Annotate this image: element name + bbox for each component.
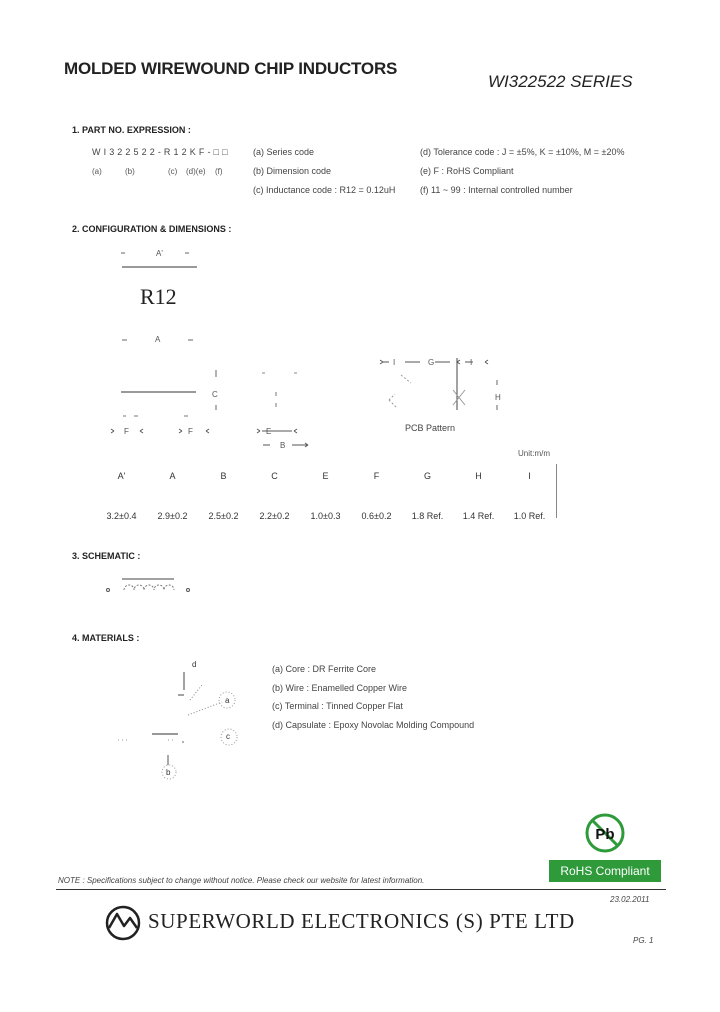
materials-cross-section <box>112 660 252 780</box>
code-label-b: (b) <box>125 167 135 176</box>
inductance-marking: R12 <box>140 284 177 309</box>
desc-series-code: (a) Series code <box>253 147 315 157</box>
dim-label-g: G <box>428 358 435 367</box>
dim-label-a: A <box>155 335 161 344</box>
part-no-code: W I 3 2 2 5 2 2 - R 1 2 K F - □ □ <box>92 147 228 157</box>
dim-value: 3.2±0.4 <box>106 511 137 521</box>
code-label-de: (d)(e) <box>186 167 206 176</box>
lead-symbol: Pb <box>595 826 615 843</box>
callout-a: a <box>225 696 230 705</box>
code-label-f: (f) <box>215 167 223 176</box>
dim-header: H <box>475 471 482 481</box>
callout-b: b <box>166 768 171 777</box>
dim-value: 1.0 Ref. <box>513 511 546 521</box>
dimension-table <box>96 466 555 526</box>
dim-value: 2.5±0.2 <box>208 511 239 521</box>
material-terminal: (c) Terminal : Tinned Copper Flat <box>272 701 403 711</box>
code-label-c: (c) <box>168 167 178 176</box>
side-view-drawing <box>110 330 330 450</box>
material-wire: (b) Wire : Enamelled Copper Wire <box>272 683 408 693</box>
page-number: PG. 1 <box>633 936 654 945</box>
dim-label-f1: F <box>124 427 129 436</box>
dim-header: A <box>169 471 176 481</box>
dim-header: A' <box>117 471 126 481</box>
series-name: WI322522 SERIES <box>488 72 633 91</box>
document-title: MOLDED WIREWOUND CHIP INDUCTORS <box>64 59 398 78</box>
table-right-border <box>556 464 557 518</box>
dim-header: G <box>423 471 431 481</box>
part-no-heading: 1. PART NO. EXPRESSION : <box>72 125 191 135</box>
schematic-heading: 3. SCHEMATIC : <box>72 551 141 561</box>
dim-value: 0.6±0.2 <box>361 511 392 521</box>
material-core: (a) Core : DR Ferrite Core <box>272 664 377 674</box>
material-capsulate: (d) Capsulate : Epoxy Novolac Molding Compound <box>272 720 475 730</box>
inductor-schematic <box>104 574 194 600</box>
dim-header: B <box>220 471 227 481</box>
dim-value: 1.8 Ref. <box>411 511 444 521</box>
dim-value: 2.2±0.2 <box>259 511 290 521</box>
desc-internal-number: (f) 11 ~ 99 : Internal controlled number <box>420 185 573 195</box>
dimension-table-header-row <box>96 466 555 486</box>
desc-dimension-code: (b) Dimension code <box>253 166 332 176</box>
desc-rohs-code: (e) F : RoHS Compliant <box>420 166 514 176</box>
dim-value: 1.0±0.3 <box>310 511 341 521</box>
dim-header: C <box>271 471 278 481</box>
config-heading: 2. CONFIGURATION & DIMENSIONS : <box>72 224 232 234</box>
footer-divider <box>56 889 666 890</box>
dim-header: I <box>528 471 531 481</box>
code-label-a: (a) <box>92 167 102 176</box>
dim-label-c: C <box>212 390 218 399</box>
dim-label-b: B <box>280 441 286 450</box>
dim-label-i2: I <box>470 358 473 367</box>
dim-label-h: H <box>495 393 501 402</box>
specification-note: NOTE : Specifications subject to change without notice. Please check our website for latest information. <box>58 876 425 885</box>
company-name: SUPERWORLD ELECTRONICS (S) PTE LTD <box>148 909 575 933</box>
dim-header: F <box>373 471 380 481</box>
rohs-compliant-badge: RoHS Compliant <box>549 860 661 882</box>
desc-inductance-code: (c) Inductance code : R12 = 0.12uH <box>253 185 396 195</box>
document-date: 23.02.2011 <box>610 895 650 904</box>
desc-tolerance-code: (d) Tolerance code : J = ±5%, K = ±10%, M = ±20% <box>420 147 625 157</box>
dim-value: 1.4 Ref. <box>462 511 495 521</box>
dim-value: 2.9±0.2 <box>157 511 188 521</box>
dimension-table-value-row <box>96 506 555 526</box>
dim-label-f2: F <box>188 427 193 436</box>
dim-label-e: E <box>266 427 272 436</box>
callout-c: c <box>226 732 230 741</box>
dim-label-a-prime: A' <box>156 249 163 258</box>
company-logo-icon <box>104 904 142 942</box>
unit-label: Unit:m/m <box>518 449 550 458</box>
callout-d: d <box>192 660 197 669</box>
pcb-pattern-label: PCB Pattern <box>405 423 456 433</box>
materials-heading: 4. MATERIALS : <box>72 633 140 643</box>
dim-label-i1: I <box>393 358 396 367</box>
no-lead-icon <box>584 812 626 854</box>
dim-header: E <box>322 471 329 481</box>
